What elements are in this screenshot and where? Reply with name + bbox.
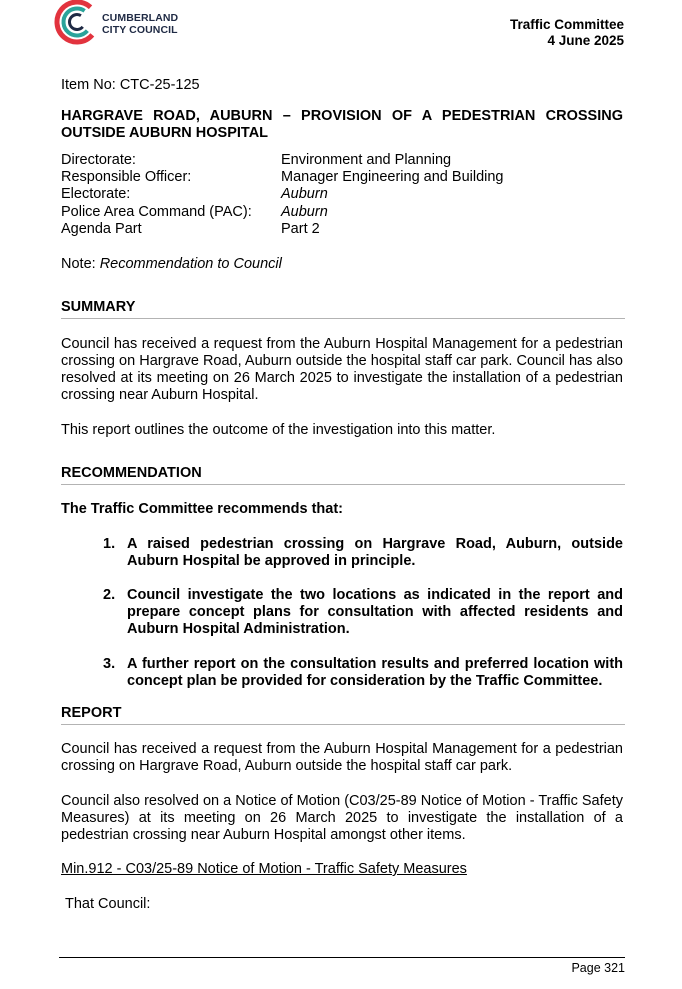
recommendation-text: Council investigate the two locations as indicated in the report and prepare concept plans for consultation with affected residents and Auburn Hospital Administration.: [127, 587, 623, 637]
info-row-pac: [61, 204, 504, 221]
council-logo-text: [102, 12, 178, 36]
recommendation-intro: The Traffic Committee recommends that:: [61, 501, 343, 517]
info-value: Auburn: [281, 186, 328, 203]
info-value: Manager Engineering and Building: [281, 169, 504, 186]
summary-paragraph-2: This report outlines the outcome of the investigation into this matter.: [61, 422, 496, 438]
that-council: That Council:: [65, 896, 151, 912]
recommendation-item-1: [103, 536, 623, 570]
info-label: Responsible Officer:: [61, 169, 192, 186]
footer-divider: [59, 957, 625, 958]
page-number: Page 321: [571, 961, 625, 975]
recommendation-number: 3.: [103, 656, 116, 672]
summary-paragraph-1: Council has received a request from the Auburn Hospital Management for a pedestrian crossing on Hargrave Road, Auburn outside the hospital staff car park. Council has also resolved at its meeting on 26 March 2025 to investigate the installation of a pedestrian crossing near Auburn Hospital.: [61, 336, 623, 403]
meeting-date: 4 June 2025: [547, 33, 624, 48]
logo-line-2: CITY COUNCIL: [102, 24, 178, 36]
info-label: Police Area Command (PAC):: [61, 203, 252, 220]
item-number: Item No: CTC-25-125: [61, 77, 200, 93]
summary-heading: SUMMARY: [61, 299, 625, 319]
report-heading: REPORT: [61, 705, 625, 725]
recommendation-item-2: [103, 587, 623, 638]
report-info-table: [61, 152, 504, 238]
report-paragraph-1: Council has received a request from the Auburn Hospital Management for a pedestrian crossing on Hargrave Road, Auburn outside the hospital staff car park.: [61, 741, 623, 774]
notice-of-motion-link-text[interactable]: Min.912 - C03/25-89 Notice of Motion - Traffic Safety Measures: [61, 861, 467, 877]
recommendation-number: 2.: [103, 587, 116, 603]
note-text: Recommendation to Council: [99, 256, 282, 272]
logo-line-1: CUMBERLAND: [102, 12, 179, 24]
note-label: Note:: [61, 256, 100, 272]
recommendation-item-3: [103, 656, 623, 690]
notice-of-motion-link[interactable]: [61, 861, 623, 878]
info-label: Directorate:: [61, 152, 136, 168]
info-row-responsible-officer: [61, 169, 504, 186]
info-label: Electorate:: [61, 186, 131, 203]
info-row-directorate: [61, 152, 504, 169]
info-value: Environment and Planning: [281, 152, 452, 168]
recommendation-number: 1.: [103, 536, 116, 552]
council-logo-icon: [52, 0, 102, 50]
info-value: Part 2: [281, 220, 320, 237]
meeting-header: [510, 17, 624, 49]
report-paragraph-2: Council also resolved on a Notice of Motion (C03/25-89 Notice of Motion - Traffic Safety Measures) at its meeting on 26 March 2025 to investigate the installation of a pedestrian crossing near Auburn Hospital amongst other items.: [61, 793, 623, 843]
info-label: Agenda Part: [61, 220, 142, 237]
meeting-name: Traffic Committee: [509, 17, 624, 32]
recommendation-text: A further report on the consultation results and preferred location with concept plan be provided for consideration by the Traffic Committee.: [127, 656, 623, 689]
info-value: Auburn: [281, 203, 328, 220]
info-row-agenda-part: [61, 221, 504, 238]
note: [61, 256, 623, 273]
recommendation-text: A raised pedestrian crossing on Hargrave Road, Auburn, outside Auburn Hospital be approved in principle.: [127, 536, 623, 569]
recommendation-heading: RECOMMENDATION: [61, 465, 625, 485]
report-title: HARGRAVE ROAD, AUBURN – PROVISION OF A PEDESTRIAN CROSSING OUTSIDE AUBURN HOSPITAL: [61, 108, 623, 141]
info-row-electorate: [61, 186, 504, 203]
